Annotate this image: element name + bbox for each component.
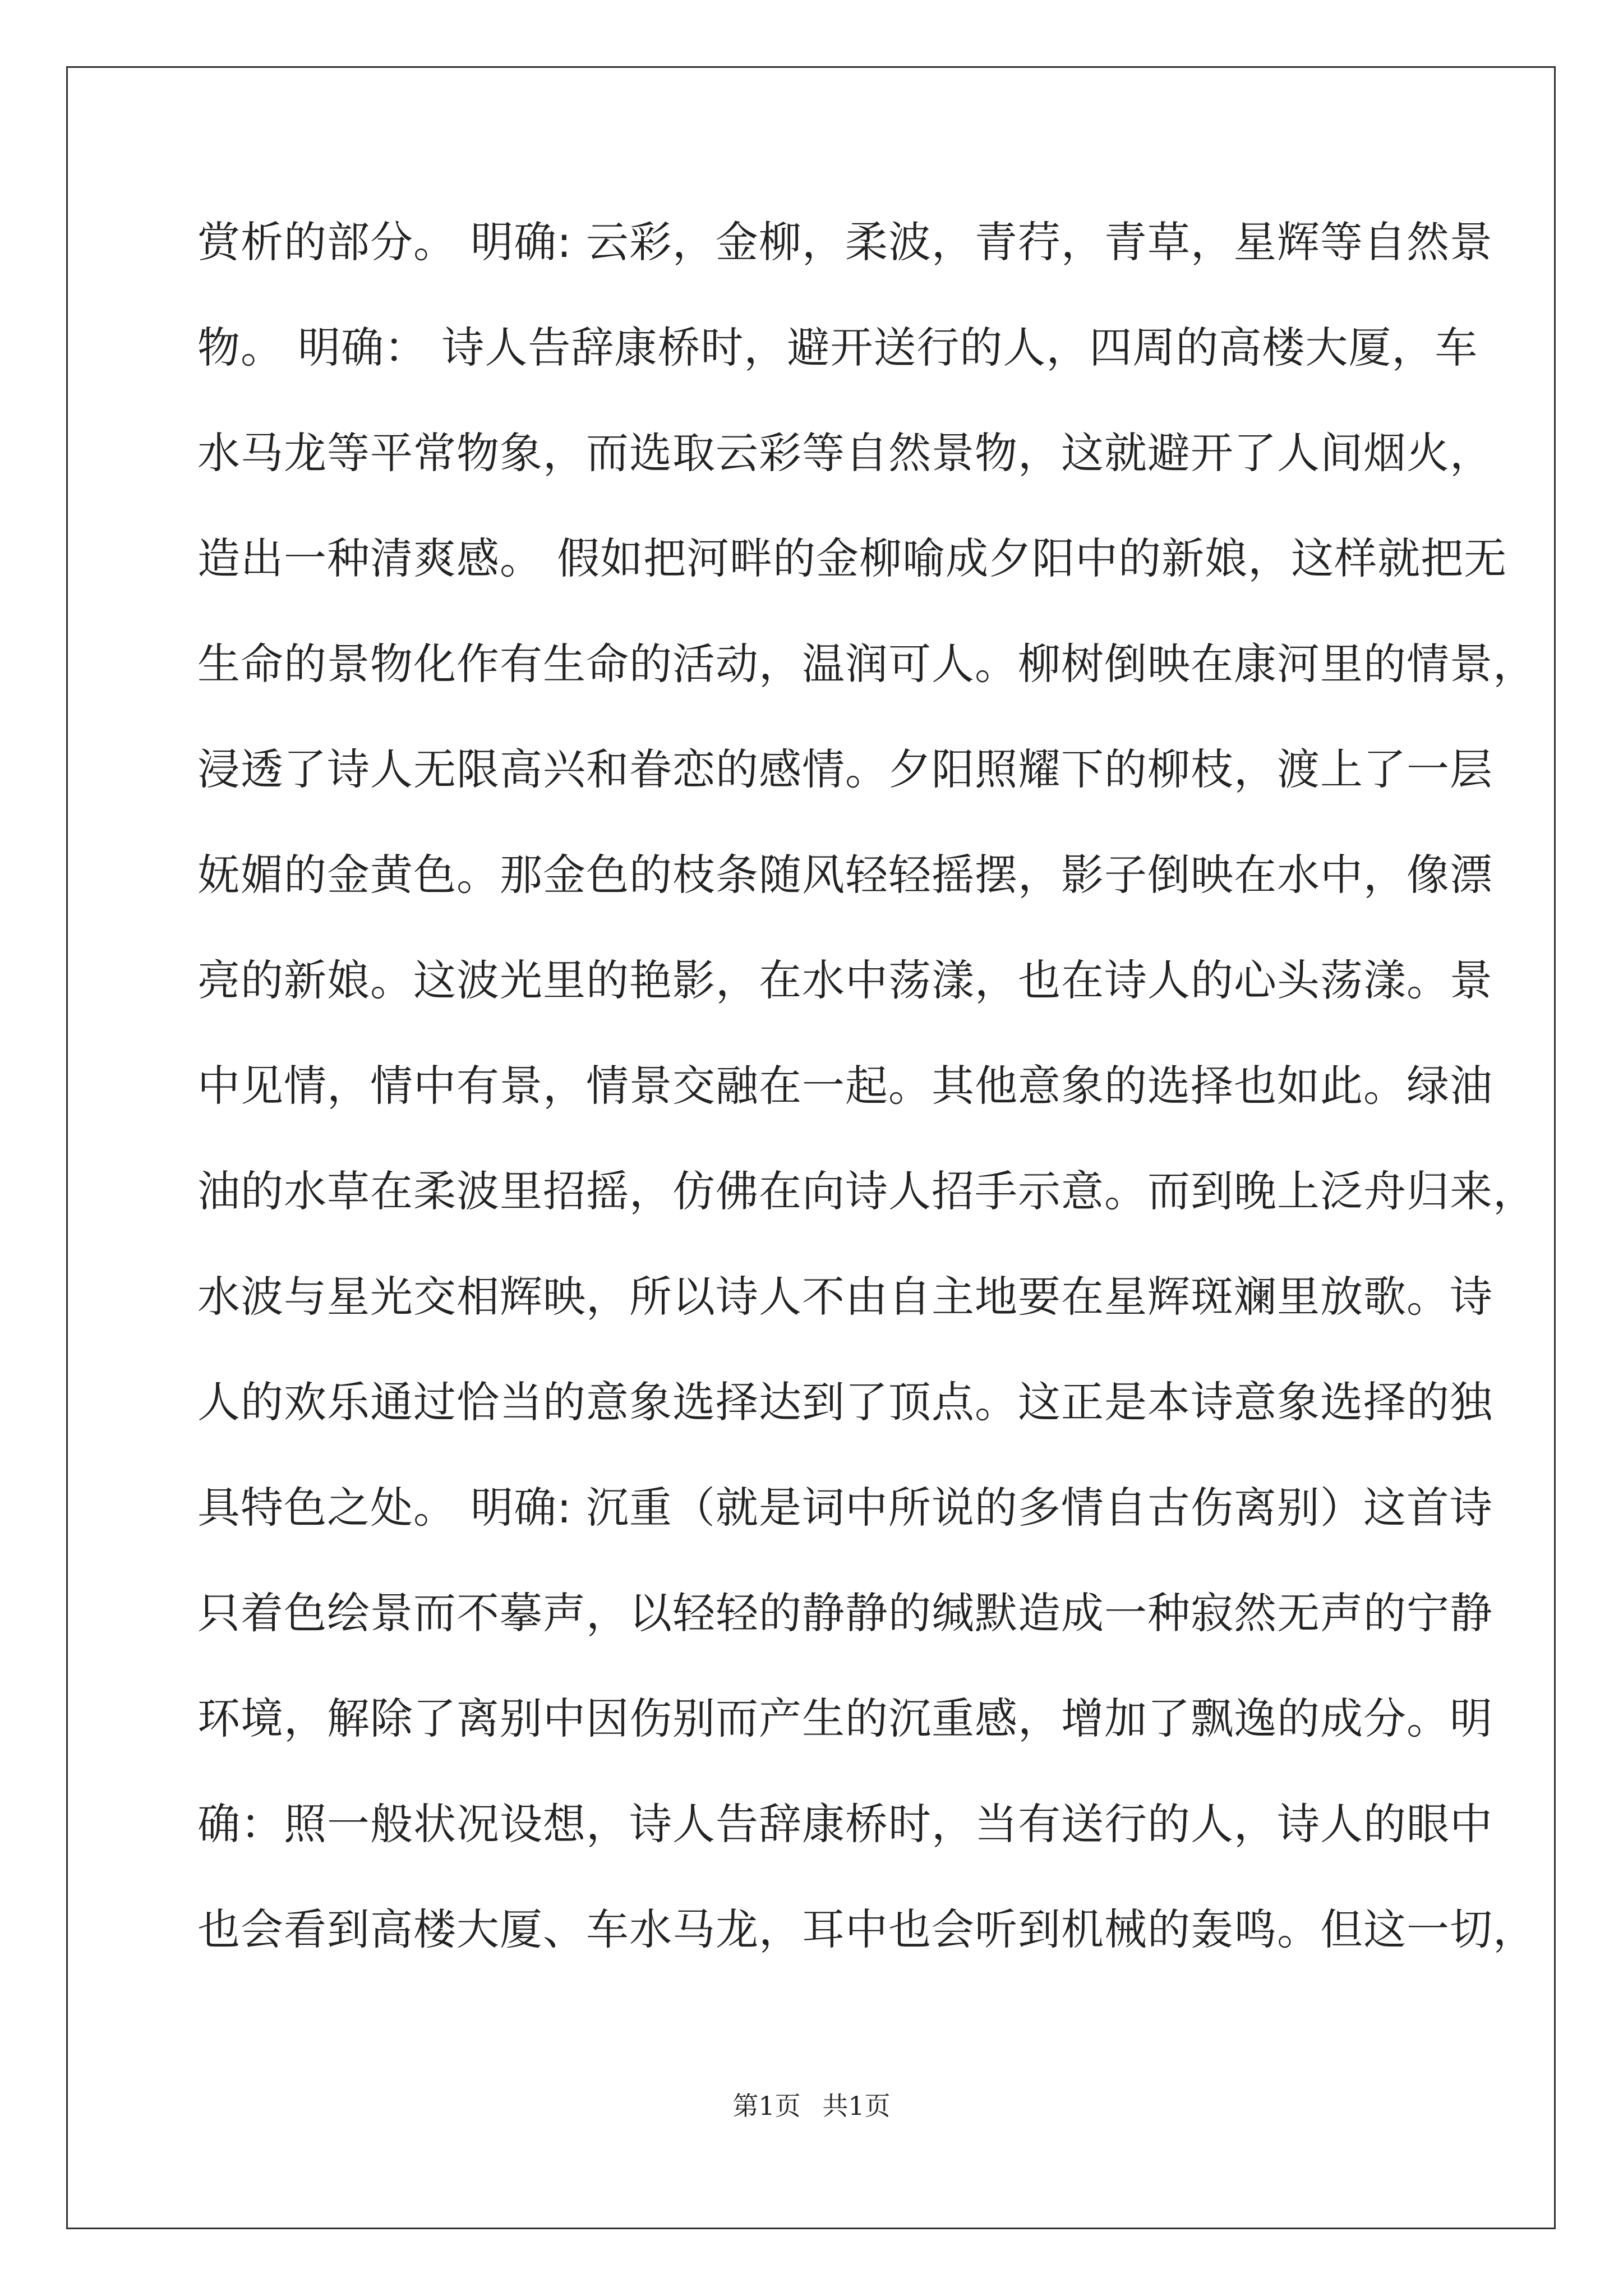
text-line: 环境，解除了离别中因伤别而产生的沉重感，增加了飘逸的成分。明 [197,1694,1493,1743]
text-line: 油的水草在柔波里招摇，仿佛在向诗人招手示意。而到晚上泛舟归来， [197,1166,1536,1216]
text-line: 妩媚的金黄色。那金色的枝条随风轻轻摇摆，影子倒映在水中，像漂 [197,850,1493,900]
text-line: 中见情，情中有景，情景交融在一起。其他意象的选择也如此。绿油 [197,1061,1493,1111]
text-line: 浸透了诗人无限高兴和眷恋的感情。夕阳照耀下的柳枝，渡上了一层 [197,744,1493,794]
page-total: 共1页 [822,2091,891,2121]
text-line: 赏析的部分。 明确: 云彩，金柳，柔波，青荇，青草，星辉等自然景 [197,217,1493,267]
document-body [197,209,1536,2001]
page-footer [0,2086,1623,2123]
text-line: 造出一种清爽感。 假如把河畔的金柳喻成夕阳中的新娘，这样就把无 [197,533,1507,583]
text-line: 水波与星光交相辉映，所以诗人不由自主地要在星辉斑斓里放歌。诗 [197,1272,1493,1322]
text-line: 具特色之处。 明确: 沉重（就是词中所说的多情自古伤离别）这首诗 [197,1483,1493,1533]
page-number: 第1页 [732,2091,801,2121]
text-line: 人的欢乐通过恰当的意象选择达到了顶点。这正是本诗意象选择的独 [197,1377,1493,1427]
text-line: 只着色绘景而不摹声，以轻轻的静静的缄默造成一种寂然无声的宁静 [197,1588,1493,1638]
text-line: 确：照一般状况设想，诗人告辞康桥时，当有送行的人，诗人的眼中 [197,1799,1493,1849]
text-line: 生命的景物化作有生命的活动，温润可人。柳树倒映在康河里的情景， [197,639,1536,689]
text-line: 亮的新娘。这波光里的艳影，在水中荡漾，也在诗人的心头荡漾。景 [197,955,1493,1005]
text-line: 物。 明确： 诗人告辞康桥时，避开送行的人，四周的高楼大厦，车 [197,323,1478,372]
text-line: 水马龙等平常物象，而选取云彩等自然景物，这就避开了人间烟火， [197,428,1493,478]
text-line: 也会看到高楼大厦、车水马龙，耳中也会听到机械的轰鸣。但这一切， [197,1904,1536,1954]
